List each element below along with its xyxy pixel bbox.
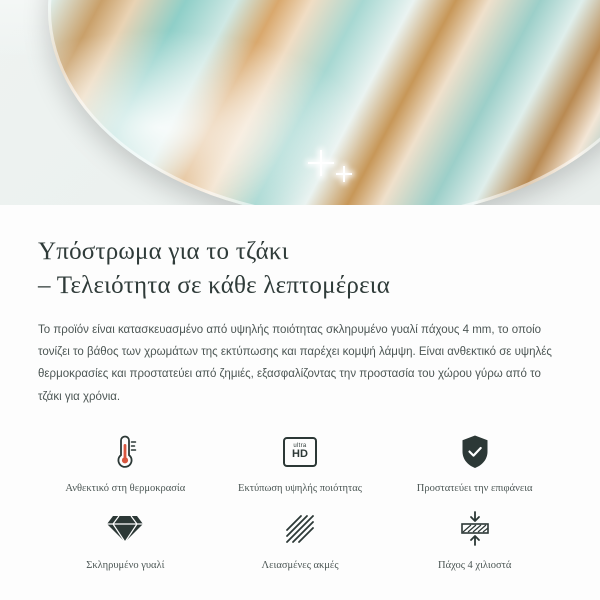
feature-label: Λειασμένες ακμές	[261, 560, 339, 572]
page-title-line-1: Υπόστρωμα για το τζάκι	[38, 238, 289, 265]
shield-check-icon	[458, 430, 492, 474]
polished-edges-icon	[283, 507, 317, 551]
feature-item-surface-protection	[387, 426, 562, 495]
page-title	[38, 235, 562, 303]
product-description-text: Το προϊόν είναι κατασκευασμένο από υψηλής ποιότητας σκληρυμένο γυαλί πάχους 4 mm, το οποίο τονίζει το βάθος των χρωμάτων της εκτύπωσης και παρέχει κομψή λάμψη. Είναι ανθεκτικό σε υψηλές θερμοκρασίες και προστατεύει από ζημιές, εξασφαλίζοντας την προστασία του χώρου γύρω από το τζάκι για χρόνια.	[38, 323, 552, 403]
diamond-icon	[106, 507, 144, 551]
feature-item-print-quality	[213, 426, 388, 495]
feature-item-tempered-glass	[38, 503, 213, 572]
ultra-hd-icon	[283, 430, 317, 474]
feature-item-temperature-resistant	[38, 426, 213, 495]
feature-label: Προστατεύει την επιφάνεια	[416, 483, 533, 495]
page-title-line-2: – Τελειότητα σε κάθε λεπτομέρεια	[38, 271, 391, 299]
feature-label: Πάχος 4 χιλιοστά	[438, 560, 512, 572]
hero-product-image	[0, 0, 600, 205]
feature-label: Ανθεκτικό στη θερμοκρασία	[65, 483, 186, 495]
feature-item-thickness	[387, 503, 562, 572]
feature-label: Σκληρυμένο γυαλί	[86, 560, 165, 572]
feature-item-polished-edges	[213, 503, 388, 572]
thickness-arrows-icon	[457, 507, 493, 551]
feature-label: Εκτύπωση υψηλής ποιότητας	[238, 483, 362, 495]
content-area	[0, 205, 600, 572]
thermometer-icon	[110, 430, 140, 474]
ultra-hd-badge-big: HD	[292, 448, 308, 461]
feature-grid	[38, 426, 562, 572]
ultra-hd-badge-small: ultra	[293, 443, 307, 450]
